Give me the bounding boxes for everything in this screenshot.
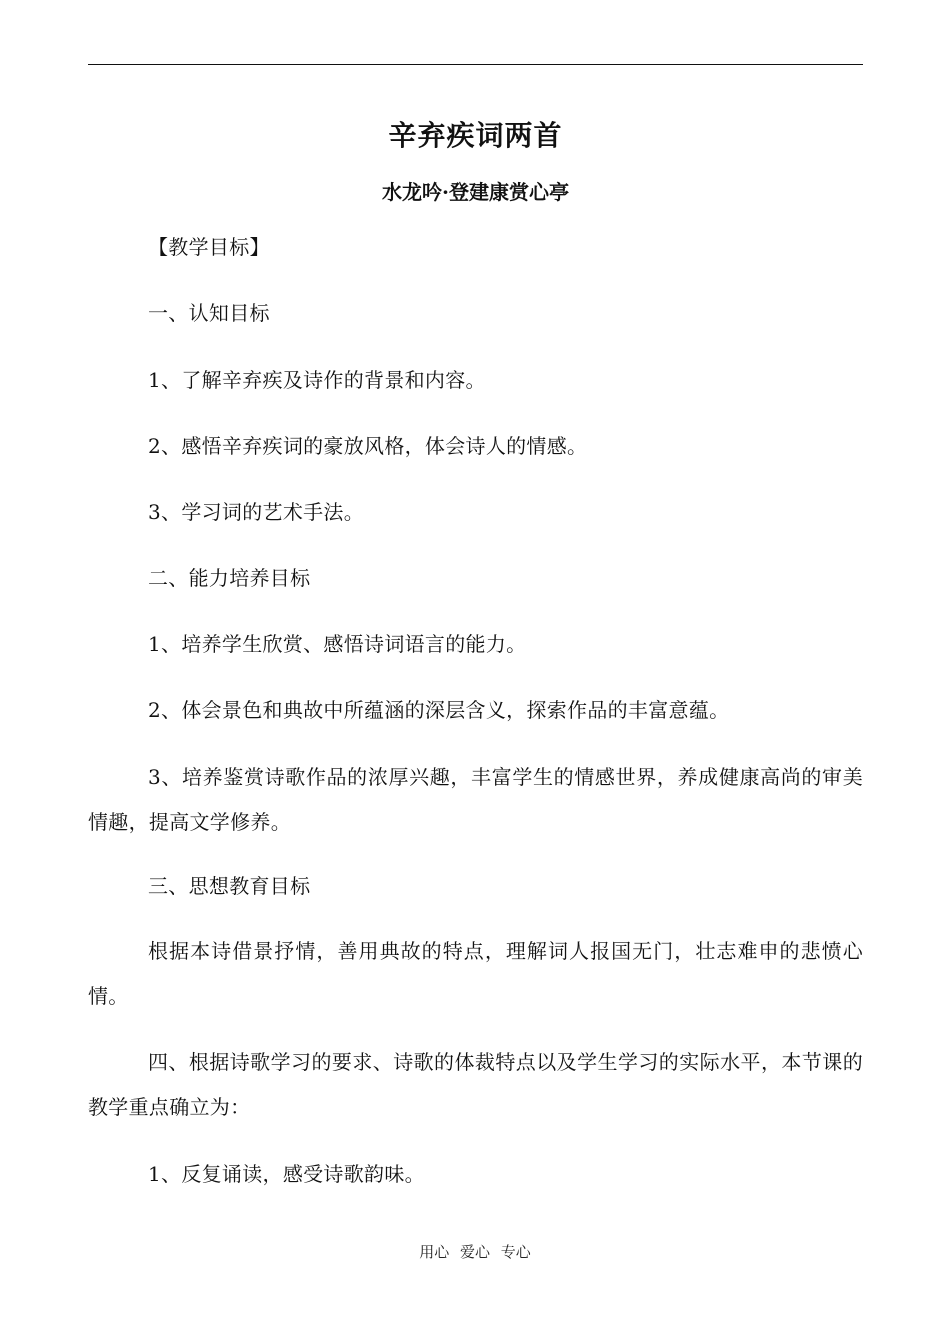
page-subtitle: 水龙吟·登建康赏心亭 [382,180,569,204]
list-item: 3、学习词的艺术手法。 [148,500,365,524]
section-heading-ideology: 三、思想教育目标 [148,874,311,898]
section-heading-objectives: 【教学目标】 [148,235,270,259]
section-heading-cognitive: 一、认知目标 [148,301,270,325]
list-item: 3、培养鉴赏诗歌作品的浓厚兴趣，丰富学生的情感世界，养成健康高尚的审美情趣，提高文学修养。 [88,765,863,834]
header-rule [88,64,863,65]
list-item: 1、了解辛弃疾及诗作的背景和内容。 [148,368,486,392]
list-item: 2、体会景色和典故中所蕴涵的深层含义，探索作品的丰富意蕴。 [148,698,730,722]
list-item: 1、培养学生欣赏、感悟诗词语言的能力。 [148,632,527,656]
body-paragraph: 根据本诗借景抒情，善用典故的特点，理解词人报国无门，壮志难申的悲愤心情。 [88,939,863,1008]
page-title: 辛弃疾词两首 [388,119,563,152]
body-paragraph: 四、根据诗歌学习的要求、诗歌的体裁特点以及学生学习的实际水平，本节课的教学重点确立为： [88,1050,863,1119]
section-heading-ability: 二、能力培养目标 [148,566,311,590]
page-footer: 用心 爱心 专心 [419,1243,531,1261]
list-item: 2、感悟辛弃疾词的豪放风格，体会诗人的情感。 [148,434,588,458]
list-item: 1、反复诵读，感受诗歌韵味。 [148,1162,425,1186]
